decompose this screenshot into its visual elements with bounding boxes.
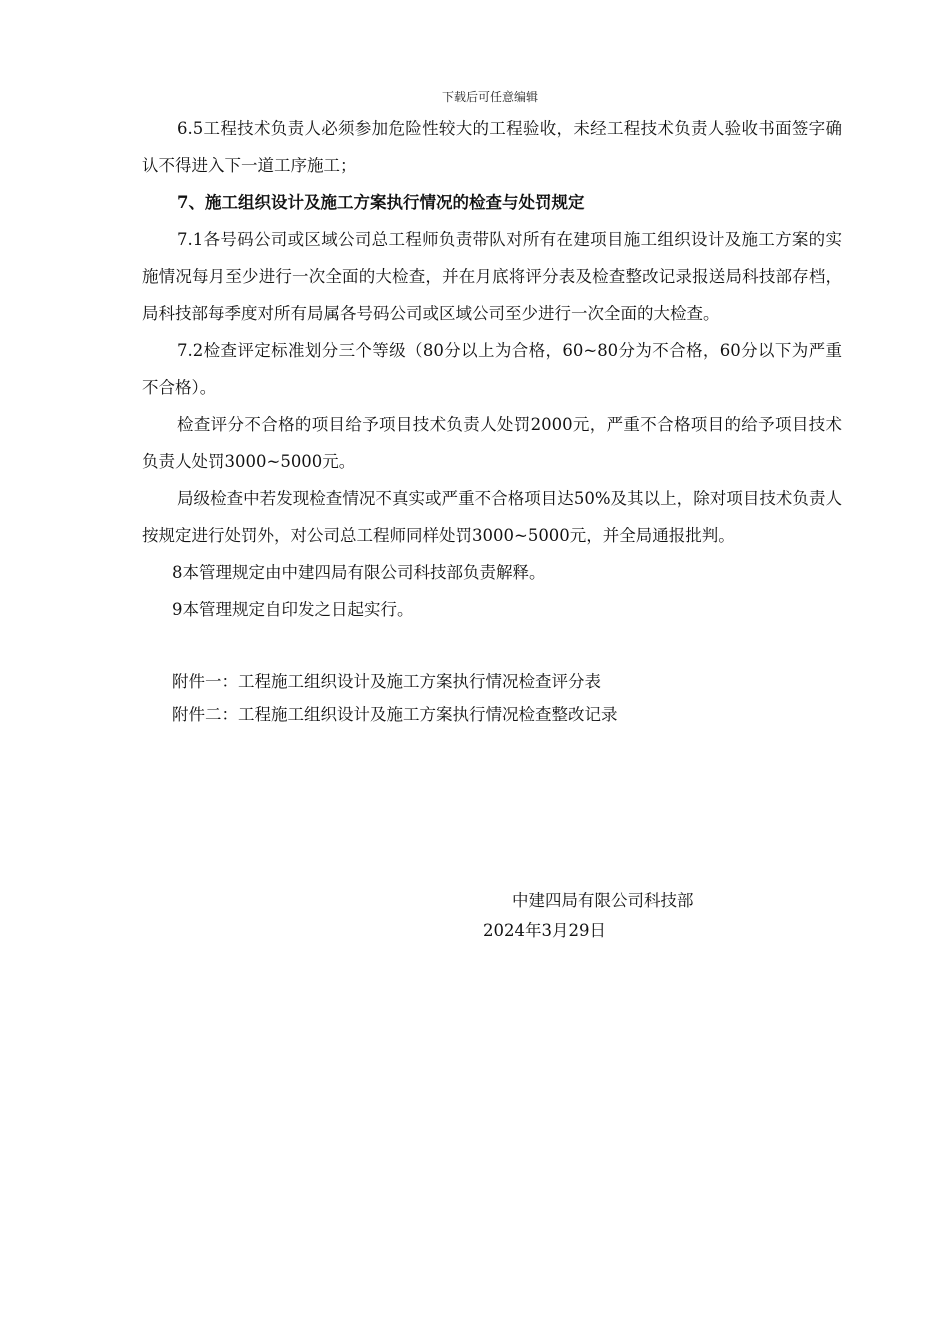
paragraph-7-1: 7.1各号码公司或区域公司总工程师负责带队对所有在建项目施工组织设计及施工方案的实施情况每月至少进行一次全面的大检查，并在月底将评分表及检查整改记录报送局科技部存档，局科技部每季度对所有局属各号码公司或区域公司至少进行一次全面的大检查。 (142, 230, 842, 323)
document-body (142, 110, 842, 731)
paragraph-6-5: 6.5工程技术负责人必须参加危险性较大的工程验收，未经工程技术负责人验收书面签字确认不得进入下一道工序施工； (142, 119, 842, 175)
signature-organization: 中建四局有限公司科技部 (512, 891, 694, 910)
header-note: 下载后可任意编辑 (441, 90, 538, 104)
attachment-2: 附件二：工程施工组织设计及施工方案执行情况检查整改记录 (172, 705, 618, 724)
spacer (142, 628, 842, 665)
paragraph-9: 9本管理规定自印发之日起实行。 (172, 600, 414, 619)
attachment-1: 附件一：工程施工组织设计及施工方案执行情况检查评分表 (172, 672, 601, 691)
section-7-heading: 7、施工组织设计及施工方案执行情况的检查与处罚规定 (177, 193, 585, 212)
paragraph-8: 8本管理规定由中建四局有限公司科技部负责解释。 (172, 563, 546, 582)
paragraph-penalty-bureau: 局级检查中若发现检查情况不真实或严重不合格项目达50%及其以上，除对项目技术负责人按规定进行处罚外，对公司总工程师同样处罚3000~5000元，并全局通报批判。 (142, 489, 842, 545)
signature-date: 2024年3月29日 (483, 921, 606, 940)
paragraph-penalty-project: 检查评分不合格的项目给予项目技术负责人处罚2000元，严重不合格项目的给予项目技术负责人处罚3000~5000元。 (142, 415, 842, 471)
paragraph-7-2: 7.2检查评定标准划分三个等级（80分以上为合格，60~80分为不合格，60分以下为严重不合格）。 (142, 341, 842, 397)
